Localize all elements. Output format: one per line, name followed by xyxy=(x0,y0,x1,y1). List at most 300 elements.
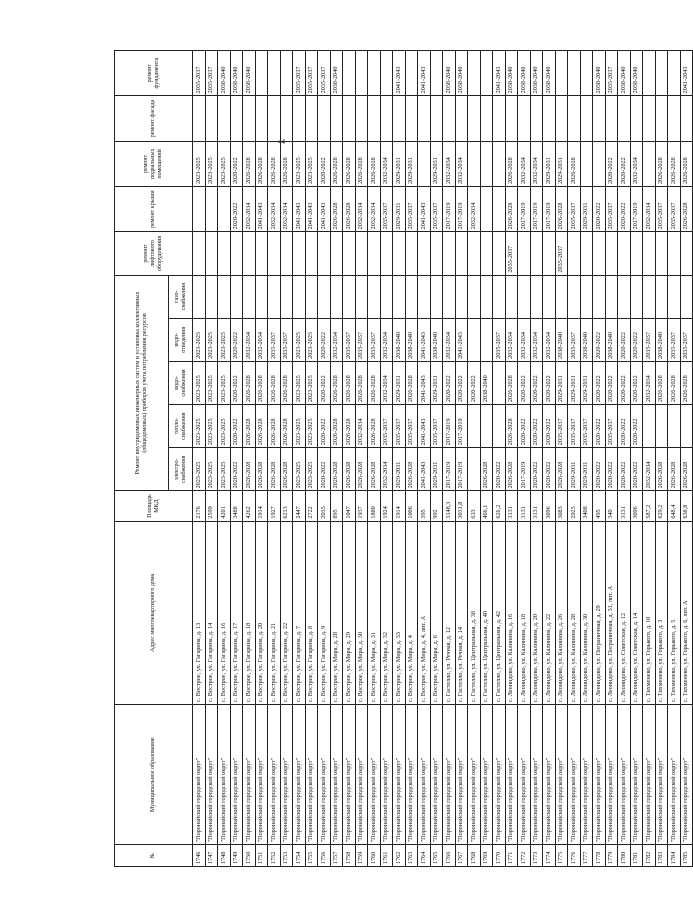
table-cell: 2020-2022 xyxy=(230,318,243,361)
table-cell xyxy=(355,51,368,96)
table-cell xyxy=(593,275,606,318)
table-cell xyxy=(455,275,468,318)
table-cell xyxy=(455,232,468,275)
table-cell xyxy=(368,51,381,96)
table-cell: 466,1 xyxy=(480,491,493,521)
table-cell xyxy=(368,96,381,141)
table-cell: 2035-2037 xyxy=(568,187,581,232)
table-cell xyxy=(318,275,331,318)
table-cell: с. Гастелло, ул. Речная, д. 12 xyxy=(443,521,456,704)
table-cell xyxy=(655,275,668,318)
table-cell xyxy=(193,232,206,275)
table-cell xyxy=(243,96,256,141)
header-roof: ремонт крыши xyxy=(115,187,193,232)
table-cell: 2029-2031 xyxy=(580,187,593,232)
table-cell: 2032-2034 xyxy=(243,318,256,361)
table-cell: 2026-2028 xyxy=(343,141,356,186)
table-cell xyxy=(443,96,456,141)
table-cell: 2925 xyxy=(568,491,581,521)
table-cell: 2038-2040 xyxy=(593,51,606,96)
table-cell: 2026-2028 xyxy=(243,448,256,491)
table-cell xyxy=(468,96,481,141)
table-cell: 2020-2022 xyxy=(318,141,331,186)
table-cell: 3096 xyxy=(630,491,643,521)
table-cell xyxy=(268,51,281,96)
table-cell: 6213 xyxy=(280,491,293,521)
table-cell: 2026-2028 xyxy=(330,448,343,491)
table-cell: 2035-2037 xyxy=(568,318,581,361)
header-sewer: водо-отведения xyxy=(169,318,193,361)
table-cell: "Поронайский городской округ" xyxy=(243,705,256,845)
table-cell: 2038-2040 xyxy=(243,51,256,96)
table-cell: 2032-2034 xyxy=(505,318,518,361)
table-cell: 2026-2028 xyxy=(280,141,293,186)
header-systems-group: Ремонт внутридомовых инженерных систем и установка коллективных (общедомовых) приборов учета потребления ресурсов xyxy=(115,275,169,491)
table-cell: 2035-2037 xyxy=(343,318,356,361)
table-cell xyxy=(243,275,256,318)
table-cell: 2020-2022 xyxy=(630,405,643,448)
table-cell: 2026-2028 xyxy=(655,448,668,491)
table-cell xyxy=(305,232,318,275)
table-row xyxy=(430,51,443,867)
table-cell xyxy=(330,96,343,141)
table-cell xyxy=(680,275,693,318)
table-cell: 587,2 xyxy=(643,491,656,521)
table-cell xyxy=(280,96,293,141)
table-cell: 2035 xyxy=(318,491,331,521)
table-cell: 1770 xyxy=(493,845,506,867)
table-cell: с. Вострое, ул. Гагарина, д. 8 xyxy=(305,521,318,704)
table-cell xyxy=(593,96,606,141)
table-cell xyxy=(280,275,293,318)
table-cell: 2023-2025 xyxy=(193,318,206,361)
table-cell xyxy=(343,275,356,318)
table-cell: 340 xyxy=(605,491,618,521)
table-cell: 2032-2034 xyxy=(530,141,543,186)
table-cell: 2026-2028 xyxy=(655,361,668,404)
table-cell xyxy=(430,96,443,141)
table-cell xyxy=(193,96,206,141)
table-cell: 2020-2022 xyxy=(593,405,606,448)
table-cell: 1759 xyxy=(355,845,368,867)
table-cell: "Поронайский городской округ" xyxy=(343,705,356,845)
table-cell xyxy=(643,232,656,275)
table-cell: 2026-2028 xyxy=(330,187,343,232)
table-cell: 2722 xyxy=(305,491,318,521)
header-num: № xyxy=(115,845,193,867)
table-cell: 395 xyxy=(418,491,431,521)
table-cell: 2447 xyxy=(293,491,306,521)
table-cell: "Поронайский городской округ" xyxy=(605,705,618,845)
table-cell: с. Вострое, ул. Гагарина, д. 21 xyxy=(268,521,281,704)
table-row xyxy=(493,51,506,867)
table-row xyxy=(455,51,468,867)
table-row xyxy=(580,51,593,867)
table-cell: 2035-2037 xyxy=(318,51,331,96)
table-cell: с. Вострое, ул. Мира, д. 29 xyxy=(343,521,356,704)
table-cell xyxy=(318,96,331,141)
table-cell: 2035-2037 xyxy=(305,51,318,96)
table-cell: 2023-2025 xyxy=(205,405,218,448)
table-cell: 2020-2022 xyxy=(605,361,618,404)
table-cell: 3408 xyxy=(580,491,593,521)
table-cell xyxy=(230,232,243,275)
table-cell xyxy=(380,232,393,275)
table-row xyxy=(243,51,256,867)
table-cell: 2023-2025 xyxy=(218,141,231,186)
table-cell xyxy=(605,275,618,318)
table-cell: 2020-2022 xyxy=(318,448,331,491)
table-cell: 2029-2031 xyxy=(568,448,581,491)
table-cell: 2023-2025 xyxy=(218,318,231,361)
table-cell: 1754 xyxy=(293,845,306,867)
table-cell: 2020-2022 xyxy=(493,448,506,491)
header-lift: ремонт лифтового оборудования xyxy=(115,232,193,275)
table-cell xyxy=(505,96,518,141)
table-cell: 629,2 xyxy=(655,491,668,521)
table-cell: 2035-2037 xyxy=(580,405,593,448)
table-cell xyxy=(318,232,331,275)
table-cell: 2038-2040 xyxy=(480,361,493,404)
table-cell: 2041-2043 xyxy=(393,51,406,96)
table-row xyxy=(418,51,431,867)
table-cell: 2026-2028 xyxy=(280,405,293,448)
table-cell xyxy=(580,275,593,318)
table-cell: с. Леонидово, ул. Пограничная, д. 31, лит. А xyxy=(605,521,618,704)
table-cell xyxy=(630,96,643,141)
table-cell: 2026-2028 xyxy=(505,405,518,448)
table-cell: 1785 xyxy=(680,845,693,867)
table-cell: 2038-2040 xyxy=(580,318,593,361)
table-row xyxy=(480,51,493,867)
table-cell: 1765 xyxy=(430,845,443,867)
table-cell: 2023-2025 xyxy=(205,318,218,361)
page-number: 44 xyxy=(278,138,285,146)
table-cell: 2026-2028 xyxy=(343,187,356,232)
table-cell xyxy=(605,96,618,141)
table-cell: 2023-2025 xyxy=(218,361,231,404)
table-cell: 2032-2034 xyxy=(630,141,643,186)
table-cell: "Поронайский городской округ" xyxy=(255,705,268,845)
table-cell xyxy=(355,96,368,141)
table-cell: 1773 xyxy=(530,845,543,867)
table-cell: 2026-2028 xyxy=(505,187,518,232)
table-cell: "Поронайский городской округ" xyxy=(680,705,693,845)
table-cell xyxy=(468,448,481,491)
table-cell: с. Вострое, ул. Гагарина, д. 9 xyxy=(318,521,331,704)
table-cell: 2026-2028 xyxy=(330,361,343,404)
table-cell xyxy=(668,96,681,141)
table-cell: 2035-2037 xyxy=(493,318,506,361)
table-cell: 2026-2028 xyxy=(655,141,668,186)
table-cell: 2017-2019 xyxy=(530,187,543,232)
table-cell: 2026-2028 xyxy=(243,405,256,448)
table-cell: 626,2 xyxy=(493,491,506,521)
table-cell xyxy=(430,275,443,318)
table-cell: "Поронайский городской округ" xyxy=(193,705,206,845)
table-cell: 2041-2043 xyxy=(418,187,431,232)
table-cell: 2023-2025 xyxy=(305,318,318,361)
table-cell: 2032-2034 xyxy=(380,448,393,491)
table-cell: "Поронайский городской округ" xyxy=(318,705,331,845)
table-cell: 2032-2034 xyxy=(255,318,268,361)
table-cell xyxy=(480,96,493,141)
table-cell: 2032-2034 xyxy=(380,318,393,361)
table-cell xyxy=(493,275,506,318)
table-cell: 2020-2022 xyxy=(593,318,606,361)
table-cell: "Поронайский городской округ" xyxy=(555,705,568,845)
table-cell: "Поронайский городской округ" xyxy=(543,705,556,845)
table-cell xyxy=(293,96,306,141)
table-cell xyxy=(580,232,593,275)
table-cell: 2026-2028 xyxy=(268,405,281,448)
table-cell xyxy=(393,96,406,141)
table-cell: 633 xyxy=(468,491,481,521)
table-cell: 2026-2028 xyxy=(480,448,493,491)
table-row xyxy=(343,51,356,867)
table-row xyxy=(305,51,318,867)
table-cell: 2020-2022 xyxy=(318,405,331,448)
table-cell xyxy=(655,405,668,448)
table-cell: с. Леонидово, ул. Калинина, д. 16 xyxy=(505,521,518,704)
table-cell xyxy=(418,141,431,186)
table-cell: 2020-2022 xyxy=(593,448,606,491)
table-cell: 2038-2040 xyxy=(218,51,231,96)
table-cell: 2026-2028 xyxy=(568,141,581,186)
table-cell xyxy=(255,96,268,141)
table-cell: 2038-2040 xyxy=(555,318,568,361)
table-row xyxy=(443,51,456,867)
table-cell: 2035-2037 xyxy=(655,187,668,232)
table-cell xyxy=(205,96,218,141)
table-cell: 1761 xyxy=(380,845,393,867)
table-cell: 2026-2028 xyxy=(268,141,281,186)
table-cell: с. Вострое, ул. Мира, д. 6 xyxy=(430,521,443,704)
table-cell xyxy=(255,275,268,318)
table-cell: 2026-2028 xyxy=(243,141,256,186)
table-cell: 2032-2034 xyxy=(380,141,393,186)
table-cell xyxy=(580,141,593,186)
table-row xyxy=(543,51,556,867)
table-cell: "Поронайский городской округ" xyxy=(593,705,606,845)
table-cell xyxy=(643,275,656,318)
table-cell: 2035-2037 xyxy=(393,405,406,448)
table-cell: 1751 xyxy=(255,845,268,867)
table-cell: 3083 xyxy=(555,491,568,521)
table-cell: 1778 xyxy=(593,845,606,867)
table-cell: 3148,3 xyxy=(443,491,456,521)
table-cell xyxy=(680,96,693,141)
table-cell: "Поронайский городской округ" xyxy=(280,705,293,845)
table-cell xyxy=(655,51,668,96)
table-cell: 2017-2019 xyxy=(518,187,531,232)
table-cell: 1777 xyxy=(580,845,593,867)
table-cell: 2026-2028 xyxy=(668,361,681,404)
table-cell: 2035-2037 xyxy=(555,405,568,448)
table-row xyxy=(618,51,631,867)
table-cell: 2026-2028 xyxy=(255,405,268,448)
table-cell xyxy=(405,96,418,141)
table-cell: "Поронайский городской округ" xyxy=(505,705,518,845)
table-cell: 2035-2037 xyxy=(205,51,218,96)
table-cell: "Поронайский городской округ" xyxy=(405,705,418,845)
table-cell: 2020-2022 xyxy=(618,318,631,361)
table-row xyxy=(555,51,568,867)
table-cell: 2032-2034 xyxy=(280,187,293,232)
table-cell: 2020-2022 xyxy=(605,141,618,186)
table-cell: 2041-2043 xyxy=(418,51,431,96)
table-cell: 2020-2022 xyxy=(543,448,556,491)
table-cell: 1750 xyxy=(243,845,256,867)
table-cell xyxy=(643,141,656,186)
table-cell: 2026-2028 xyxy=(680,448,693,491)
table-cell: 2029-2031 xyxy=(393,361,406,404)
table-cell: 1924 xyxy=(380,491,393,521)
table-cell: 2026-2028 xyxy=(368,141,381,186)
table-cell: с. Тихменево, ул. Горького, д. 6, лит. А xyxy=(680,521,693,704)
table-cell: с. Леонидово, ул. Калинина, д. 20 xyxy=(530,521,543,704)
table-cell: 1776 xyxy=(568,845,581,867)
table-cell: 2032-2034 xyxy=(643,187,656,232)
table-cell: 2038-2040 xyxy=(618,51,631,96)
table-cell xyxy=(593,232,606,275)
table-cell: 2029-2031 xyxy=(580,361,593,404)
table-cell: 2032-2034 xyxy=(518,318,531,361)
table-cell: 2017-2019 xyxy=(455,187,468,232)
table-cell: 2029-2031 xyxy=(430,448,443,491)
table-cell xyxy=(380,51,393,96)
table-cell: 2035-2037 xyxy=(268,318,281,361)
table-cell xyxy=(405,275,418,318)
table-cell: 2023-2025 xyxy=(293,361,306,404)
table-cell xyxy=(605,232,618,275)
table-cell: "Поронайский городской округ" xyxy=(618,705,631,845)
table-cell xyxy=(668,232,681,275)
table-cell: 2026-2028 xyxy=(255,141,268,186)
table-cell: "Поронайский городской округ" xyxy=(468,705,481,845)
table-row xyxy=(268,51,281,867)
table-cell: "Поронайский городской округ" xyxy=(230,705,243,845)
table-cell: 2017-2019 xyxy=(443,448,456,491)
table-cell xyxy=(443,275,456,318)
table-cell: с. Леонидово, ул. Советская, д. 12 xyxy=(618,521,631,704)
table-cell: 1748 xyxy=(218,845,231,867)
table-cell: 2038-2040 xyxy=(393,318,406,361)
table-cell: 2032-2034 xyxy=(643,361,656,404)
header-electro: электро-снабжения xyxy=(169,448,193,491)
table-cell xyxy=(230,96,243,141)
table-cell xyxy=(480,141,493,186)
table-cell: "Поронайский городской округ" xyxy=(293,705,306,845)
table-cell: "Поронайский городской округ" xyxy=(493,705,506,845)
table-cell xyxy=(380,275,393,318)
table-row xyxy=(293,51,306,867)
table-cell: "Поронайский городской округ" xyxy=(530,705,543,845)
table-cell: 895 xyxy=(330,491,343,521)
table-cell: 2035-2037 xyxy=(680,318,693,361)
table-cell: 2035-2037 xyxy=(280,318,293,361)
table-cell: 3031,8 xyxy=(455,491,468,521)
table-cell: с. Леонидово, ул. Пограничная, д. 29 xyxy=(593,521,606,704)
table-cell: 2026-2028 xyxy=(405,448,418,491)
table-cell: 1782 xyxy=(643,845,656,867)
table-cell xyxy=(530,275,543,318)
table-cell: с. Вострое, ул. Гагарина, д. 17 xyxy=(230,521,243,704)
table-cell: 1758 xyxy=(343,845,356,867)
table-cell: 2038-2040 xyxy=(230,51,243,96)
table-cell: 2038-2040 xyxy=(443,51,456,96)
table-cell: 2035-2037 xyxy=(380,187,393,232)
header-basement: ремонт подвальных помещений xyxy=(115,141,193,186)
table-cell: с. Леонидово, ул. Советская, д. 14 xyxy=(630,521,643,704)
table-cell: с. Вострое, ул. Мира, д. 4 xyxy=(405,521,418,704)
table-cell: 3131 xyxy=(518,491,531,521)
table-cell: 2041-2043 xyxy=(305,187,318,232)
table-cell: 2038-2040 xyxy=(518,51,531,96)
table-cell xyxy=(468,318,481,361)
table-cell xyxy=(368,275,381,318)
table-cell: 2026-2028 xyxy=(330,405,343,448)
table-cell: 2020-2022 xyxy=(230,405,243,448)
table-row xyxy=(255,51,268,867)
table-cell xyxy=(468,275,481,318)
table-cell xyxy=(468,51,481,96)
table-cell xyxy=(368,232,381,275)
table-cell: с. Вострое, ул. Гагарина, д. 13 xyxy=(193,521,206,704)
table-cell: 2029-2031 xyxy=(543,141,556,186)
table-cell xyxy=(493,232,506,275)
table-cell: 2026-2028 xyxy=(668,141,681,186)
table-cell: 2020-2022 xyxy=(618,405,631,448)
table-cell xyxy=(518,275,531,318)
table-cell xyxy=(668,405,681,448)
table-cell: 2020-2022 xyxy=(593,187,606,232)
table-cell: 3131 xyxy=(505,491,518,521)
table-cell xyxy=(505,275,518,318)
table-cell: с. Тихменево, ул. Горького, д. 3 xyxy=(655,521,668,704)
table-cell: 2035-2037 xyxy=(668,318,681,361)
table-cell: 2026-2028 xyxy=(355,448,368,491)
table-cell: 2026-2028 xyxy=(355,361,368,404)
table-cell: 2020-2022 xyxy=(530,361,543,404)
table-cell: 2038-2040 xyxy=(505,51,518,96)
table-cell xyxy=(218,96,231,141)
table-cell: 2017-2019 xyxy=(443,405,456,448)
table-cell: "Поронайский городской округ" xyxy=(568,705,581,845)
table-cell: "Поронайский городской округ" xyxy=(268,705,281,845)
table-cell: 2020-2022 xyxy=(630,318,643,361)
table-row xyxy=(230,51,243,867)
table-cell: "Поронайский городской округ" xyxy=(368,705,381,845)
table-cell: 2041-2043 xyxy=(680,51,693,96)
table-cell: 2029-2031 xyxy=(580,448,593,491)
table-cell xyxy=(430,232,443,275)
header-area: Площадь МКД xyxy=(115,491,193,521)
table-cell xyxy=(568,96,581,141)
table-cell: 2017-2019 xyxy=(443,187,456,232)
table-cell: 2038-2040 xyxy=(543,51,556,96)
table-cell: 2026-2028 xyxy=(668,448,681,491)
table-cell: 2035-2037 xyxy=(643,318,656,361)
table-cell: с. Вострое, ул. Гагарина, д. 16 xyxy=(218,521,231,704)
table-cell xyxy=(593,141,606,186)
table-cell xyxy=(218,232,231,275)
table-cell: 2023-2025 xyxy=(193,448,206,491)
table-cell xyxy=(218,187,231,232)
table-cell: с. Леонидово, ул. Калинина, д. 26 xyxy=(555,521,568,704)
table-cell xyxy=(193,275,206,318)
table-cell xyxy=(480,318,493,361)
